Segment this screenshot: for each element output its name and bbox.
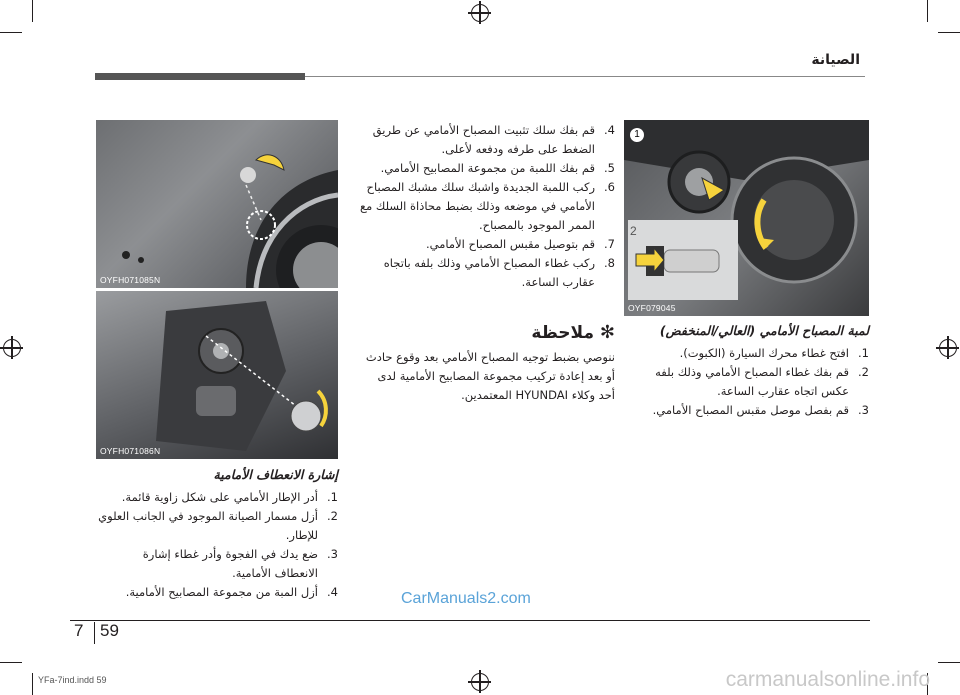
chapter-number: 7 (74, 621, 84, 640)
list-item (360, 121, 615, 159)
note-block (360, 322, 615, 343)
turn-signal-illustration (96, 291, 338, 459)
step-text: ركب اللمبة الجديدة واشبك سلك مشبك المصباح الأمامي في موضعه وذلك بضبط محاذاة السلك مع الممر الموجود بالمصباح. (359, 180, 595, 232)
section-title: لمبة المصباح الأمامي (العالي/المنخفض) (659, 323, 869, 338)
step-text: أدر الإطار الأمامي على شكل زاوية قائمة. (121, 490, 318, 504)
steps-list-middle (360, 121, 615, 292)
list-item (360, 254, 615, 292)
callout-label: 1 (630, 128, 644, 142)
step-number: 8. (604, 256, 615, 270)
step-text: ركب غطاء المصباح الأمامي وذلك بلفه باتجاه عقارب الساعة. (383, 256, 595, 289)
list-item (96, 545, 338, 583)
list-item (624, 401, 869, 420)
crop-mark (927, 0, 928, 22)
step-text: قم بفك اللمبة من مجموعة المصابيح الأمامي. (380, 161, 595, 175)
registration-mark-icon (3, 339, 21, 357)
step-text: قم بتوصيل مقبس المصباح الأمامي. (426, 237, 595, 251)
list-item (624, 363, 869, 401)
crop-mark (938, 32, 960, 33)
photo-caption: OYFH071085N (100, 275, 161, 285)
section-title: إشارة الانعطاف الأمامية (213, 467, 338, 482)
header-bar (95, 73, 305, 80)
note-title: ملاحظة (531, 323, 594, 343)
step-number: 2. (327, 509, 338, 523)
step-text: أزل المبة من مجموعة المصابيح الأمامية. (125, 585, 318, 599)
footer-divider (94, 622, 95, 644)
crop-mark (0, 32, 22, 33)
step-text: ضع يدك في الفجوة وأدر غطاء إشارة الانعطاف الأمامية. (142, 547, 318, 580)
registration-mark-icon (471, 673, 489, 691)
step-number: 3. (858, 403, 869, 417)
list-item (96, 507, 338, 545)
step-number: 1. (327, 490, 338, 504)
photo-wheel-arch (96, 120, 338, 288)
watermark-right: carmanualsonline.info (725, 668, 930, 691)
step-number: 3. (327, 547, 338, 561)
wheel-arch-illustration (96, 120, 338, 288)
photo-caption: OYF079045 (628, 303, 676, 313)
step-text: افتح غطاء محرك السيارة (الكبوت). (679, 346, 849, 360)
steps-list-left (96, 488, 338, 602)
step-number: 2. (858, 365, 869, 379)
photo-caption: OYFH071086N (100, 446, 161, 456)
registration-mark-icon (939, 339, 957, 357)
page-header-title: الصيانة (811, 52, 860, 68)
headlamp-illustration (624, 120, 869, 316)
crop-mark (0, 662, 22, 663)
step-text: قم بفك سلك تثبيت المصباح الأمامي عن طريق الضغط على طرفه ودفعه لأعلى. (372, 123, 595, 156)
registration-mark-icon (471, 4, 489, 22)
crop-mark (938, 662, 960, 663)
step-number: 4. (327, 585, 338, 599)
list-item (624, 344, 869, 363)
crop-mark (32, 0, 33, 22)
header-rule (305, 76, 865, 77)
list-item (360, 235, 615, 254)
list-item (360, 159, 615, 178)
list-item (360, 178, 615, 235)
steps-list-right (624, 344, 869, 420)
step-number: 5. (604, 161, 615, 175)
file-slug: YFa-7ind.indd 59 (38, 675, 107, 685)
step-text: قم بفك غطاء المصباح الأمامي وذلك بلفه عكس اتجاه عقارب الساعة. (655, 365, 849, 398)
photo-turn-signal-housing (96, 291, 338, 459)
step-number: 7. (604, 237, 615, 251)
list-item (96, 583, 338, 602)
watermark: CarManuals2.com (401, 590, 531, 607)
crop-mark (32, 673, 33, 695)
asterisk-icon: ✻ (599, 322, 615, 343)
footer-rule (70, 620, 870, 621)
step-text: أزل مسمار الصيانة الموجود في الجانب العلوي للإطار. (98, 509, 318, 542)
step-number: 1. (858, 346, 869, 360)
step-text: قم بفصل موصل مقبس المصباح الأمامي. (652, 403, 849, 417)
step-number: 4. (604, 123, 615, 137)
list-item (96, 488, 338, 507)
note-text: ننوصي بضبط توجيه المصباح الأمامي بعد وقوع حادث أو بعد إعادة تركيب مجموعة المصابيح الأمامية لدى أحد وكلاء HYUNDAI المعتمدين. (365, 350, 615, 402)
step-number: 6. (604, 180, 615, 194)
callout-label: 2 (630, 224, 637, 238)
photo-headlamp-bulb (624, 120, 869, 316)
page-number: 59 (100, 621, 119, 640)
